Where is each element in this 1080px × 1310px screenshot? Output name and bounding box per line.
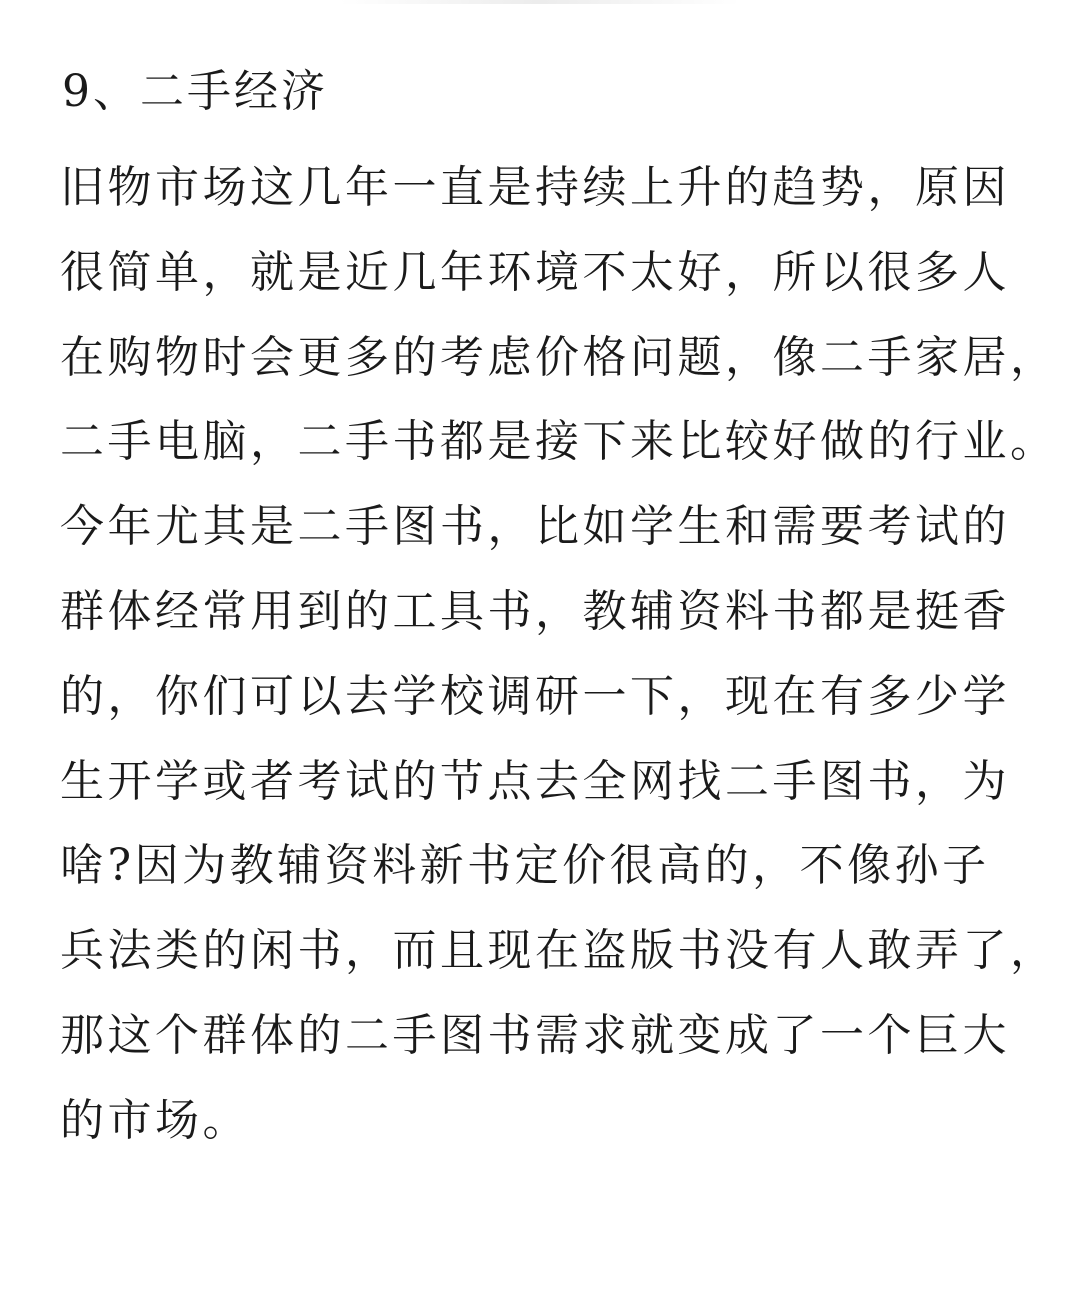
- paragraph-line: 旧物市场这几年一直是持续上升的趋势，原因: [60, 162, 1010, 213]
- paragraph-line: 今年尤其是二手图书，比如学生和需要考试的: [60, 501, 1010, 553]
- body-paragraph: [60, 146, 1058, 1164]
- top-edge-fade: [340, 0, 740, 4]
- paragraph-line: 啥?因为教辅资料新书定价很高的，不像孙子: [60, 840, 990, 892]
- paragraph-line: 兵法类的闲书，而且现在盗版书没有人敢弄了，: [60, 925, 1058, 977]
- paragraph-line: 在购物时会更多的考虑价格问题，像二手家居，: [60, 331, 1058, 383]
- paragraph-line: 那这个群体的二手图书需求就变成了一个巨大: [60, 1009, 1010, 1061]
- paragraph-line: 的，你们可以去学校调研一下，现在有多少学: [60, 670, 1010, 722]
- paragraph-line: 二手电脑，二手书都是接下来比较好做的行业。: [60, 416, 1058, 468]
- paragraph-line: 生开学或者考试的节点去全网找二手图书，为: [60, 755, 1010, 807]
- paragraph-line: 很简单，就是近几年环境不太好，所以很多人: [60, 246, 1010, 298]
- paragraph-line: 的市场。: [60, 1094, 250, 1146]
- section-title: 9、二手经济: [62, 66, 328, 117]
- paragraph-line: 群体经常用到的工具书，教辅资料书都是挺香: [60, 585, 1010, 637]
